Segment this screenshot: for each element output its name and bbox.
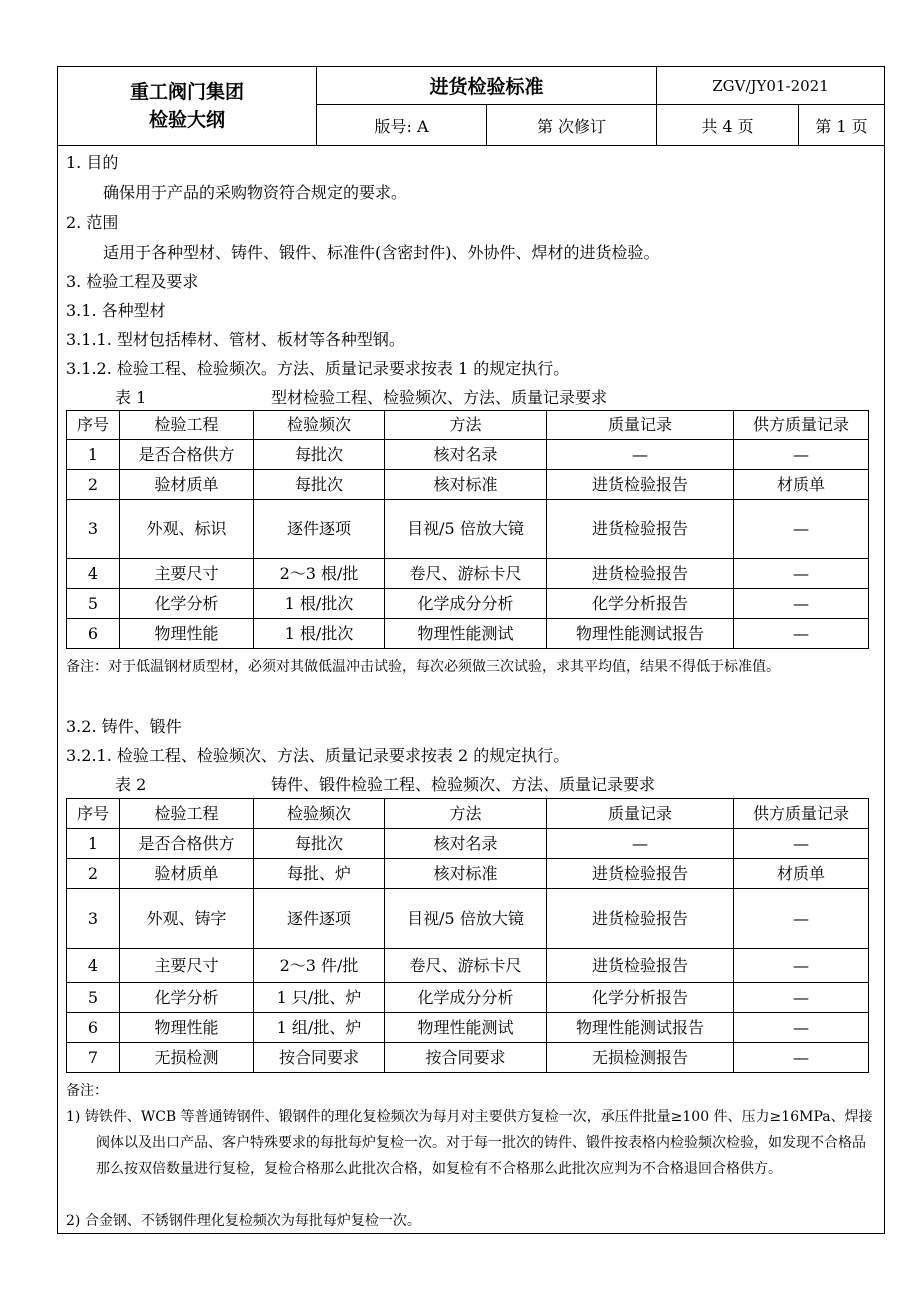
org-subtitle: 检验大纲 (148, 109, 225, 131)
col-header: 序号 (67, 411, 120, 440)
table-cell: 1 (67, 829, 120, 859)
total-pages-cell: 共 4 页 (657, 105, 799, 145)
table-cell: 验材质单 (120, 859, 254, 889)
table-row (67, 983, 869, 1013)
table-cell: 进货检验报告 (547, 859, 734, 889)
table-row (67, 889, 869, 949)
table-cell: — (734, 1043, 869, 1073)
table-cell: 1 (67, 440, 120, 470)
table-row (67, 589, 869, 619)
table-cell: 按合同要求 (385, 1043, 547, 1073)
table-cell: 2～3 根/批 (254, 559, 385, 589)
table-cell: 4 (67, 949, 120, 983)
col-header: 检验频次 (254, 799, 385, 829)
table-cell: 物理性能测试报告 (547, 1013, 734, 1043)
table-cell: 进货检验报告 (547, 470, 734, 500)
table-cell: — (734, 440, 869, 470)
table-row (67, 1043, 869, 1073)
table-1-note: 备注：对于低温钢材质型材，必须对其做低温冲击试验，每次必须做三次试验，求其平均值，结果不得低于标准值。 (66, 659, 780, 675)
col-header: 方法 (385, 799, 547, 829)
section-3-1-heading: 3.1. 各种型材 (66, 301, 166, 320)
col-header: 质量记录 (547, 411, 734, 440)
table-1 (66, 410, 869, 649)
col-header: 方法 (385, 411, 547, 440)
table-row (67, 500, 869, 559)
table-cell: 3 (67, 500, 120, 559)
table-2-note-2: 2) 合金钢、不锈钢件理化复检频次为每批每炉复检一次。 (66, 1213, 421, 1229)
table-cell: 每批次 (254, 470, 385, 500)
table-cell: 1 根/批次 (254, 589, 385, 619)
table-cell: — (734, 559, 869, 589)
section-1-heading: 1. 目的 (66, 153, 119, 172)
table-row (67, 559, 869, 589)
table-cell: 1 组/批、炉 (254, 1013, 385, 1043)
table-cell: 7 (67, 1043, 120, 1073)
table-row (67, 470, 869, 500)
section-3-heading: 3. 检验工程及要求 (66, 272, 199, 291)
section-3-2-1: 3.2.1. 检验工程、检验频次、方法、质量记录要求按表 2 的规定执行。 (66, 746, 570, 765)
col-header: 检验工程 (120, 411, 254, 440)
org-name: 重工阀门集团 (129, 81, 244, 103)
doc-title: 进货检验标准 (317, 67, 657, 105)
section-3-1-2: 3.1.2. 检验工程、检验频次。方法、质量记录要求按表 1 的规定执行。 (66, 359, 570, 378)
table-2-note-1: 1) 铸铁件、WCB 等普通铸钢件、锻钢件的理化复检频次为每月对主要供方复检一次，承压件批量≥100 件、压力≥16MPa、焊接阀体以及出口产品、客户特殊要求的每批每炉复检一次。对于每一批次的铸件、锻件按表格内检验频次检验，如发现不合格品那么按双倍数量进行复检，复检合格那么此批次合格，如复检有不合格那么此批次应判为不合格退回合格供方。 (66, 1109, 873, 1177)
col-header: 供方质量记录 (734, 411, 869, 440)
table-cell: 材质单 (734, 470, 869, 500)
header-divider (58, 145, 884, 146)
table-cell: 6 (67, 1013, 120, 1043)
col-header: 序号 (67, 799, 120, 829)
table-cell: 核对名录 (385, 829, 547, 859)
table-2-note-heading: 备注： (66, 1083, 108, 1099)
table-cell: 物理性能测试 (385, 1013, 547, 1043)
section-2-heading: 2. 范围 (66, 213, 119, 232)
section-3-2-heading: 3.2. 铸件、锻件 (66, 717, 182, 736)
table-cell: — (734, 589, 869, 619)
table-cell: 1 根/批次 (254, 619, 385, 649)
table-cell: 5 (67, 983, 120, 1013)
table-cell: 外观、标识 (120, 500, 254, 559)
table-cell: 进货检验报告 (547, 949, 734, 983)
table-cell: — (734, 500, 869, 559)
doc-code: ZGV/JY01-2021 (657, 67, 884, 105)
section-3-1-1: 3.1.1. 型材包括棒材、管材、板材等各种型钢。 (66, 330, 405, 349)
table-cell: 外观、铸字 (120, 889, 254, 949)
org-block (58, 67, 317, 145)
table-row (67, 859, 869, 889)
table-cell: 进货检验报告 (547, 559, 734, 589)
revision-cell: 第 次修订 (487, 105, 657, 145)
table-cell: 物理性能 (120, 1013, 254, 1043)
table-cell: 核对名录 (385, 440, 547, 470)
table-cell: 目视/5 倍放大镜 (385, 889, 547, 949)
table-cell: 逐件逐项 (254, 889, 385, 949)
table-2-title: 铸件、锻件检验工程、检验频次、方法、质量记录要求 (271, 775, 656, 794)
table-cell: 化学分析报告 (547, 983, 734, 1013)
table-cell: 逐件逐项 (254, 500, 385, 559)
table-cell: 主要尺寸 (120, 949, 254, 983)
table-cell: 化学分析 (120, 983, 254, 1013)
table-2 (66, 798, 869, 1073)
table-cell: 2 (67, 859, 120, 889)
table-cell: 6 (67, 619, 120, 649)
table-cell: 物理性能测试 (385, 619, 547, 649)
table-cell: 进货检验报告 (547, 500, 734, 559)
table-cell: 化学成分分析 (385, 983, 547, 1013)
table-cell: 是否合格供方 (120, 440, 254, 470)
table-cell: 化学分析报告 (547, 589, 734, 619)
table-row (67, 829, 869, 859)
table-cell: 材质单 (734, 859, 869, 889)
table-cell: 2 (67, 470, 120, 500)
table-cell: 进货检验报告 (547, 889, 734, 949)
table-cell: — (734, 829, 869, 859)
table-2-label: 表 2 (115, 775, 147, 794)
table-cell: 物理性能测试报告 (547, 619, 734, 649)
table-cell: 卷尺、游标卡尺 (385, 559, 547, 589)
section-2-text: 适用于各种型材、铸件、锻件、标准件(含密封件)、外协件、焊材的进货检验。 (103, 243, 660, 262)
table-cell: 验材质单 (120, 470, 254, 500)
table-cell: — (734, 1013, 869, 1043)
table-row (67, 1013, 869, 1043)
table-row (67, 440, 869, 470)
table-cell: 无损检测 (120, 1043, 254, 1073)
table-cell: 2～3 件/批 (254, 949, 385, 983)
table-cell: 目视/5 倍放大镜 (385, 500, 547, 559)
table-header-row (67, 799, 869, 829)
table-cell: 无损检测报告 (547, 1043, 734, 1073)
table-cell: 按合同要求 (254, 1043, 385, 1073)
table-cell: 每批次 (254, 829, 385, 859)
table-cell: — (734, 949, 869, 983)
table-cell: 是否合格供方 (120, 829, 254, 859)
col-header: 质量记录 (547, 799, 734, 829)
table-cell: — (734, 983, 869, 1013)
table-row (67, 949, 869, 983)
col-header: 检验工程 (120, 799, 254, 829)
document-frame (57, 66, 885, 1234)
table-cell: 1 只/批、炉 (254, 983, 385, 1013)
table-cell: 3 (67, 889, 120, 949)
section-1-text: 确保用于产品的采购物资符合规定的要求。 (103, 183, 408, 202)
table-cell: 卷尺、游标卡尺 (385, 949, 547, 983)
table-cell: 每批、炉 (254, 859, 385, 889)
col-header: 供方质量记录 (734, 799, 869, 829)
page-number-cell: 第 1 页 (815, 116, 868, 136)
table-cell: 化学分析 (120, 589, 254, 619)
table-cell: 主要尺寸 (120, 559, 254, 589)
table-cell: 5 (67, 589, 120, 619)
table-cell: — (734, 889, 869, 949)
table-cell: — (547, 829, 734, 859)
table-cell: 物理性能 (120, 619, 254, 649)
table-cell: 化学成分分析 (385, 589, 547, 619)
table-cell: 核对标准 (385, 470, 547, 500)
table-cell: 4 (67, 559, 120, 589)
table-cell: 每批次 (254, 440, 385, 470)
col-header: 检验频次 (254, 411, 385, 440)
document-header (58, 67, 884, 145)
table-1-title: 型材检验工程、检验频次、方法、质量记录要求 (271, 388, 608, 407)
version-cell: 版号: A (317, 105, 487, 145)
table-cell: — (547, 440, 734, 470)
table-cell: 核对标准 (385, 859, 547, 889)
table-header-row (67, 411, 869, 440)
table-1-label: 表 1 (115, 388, 147, 407)
table-cell: — (734, 619, 869, 649)
table-row (67, 619, 869, 649)
